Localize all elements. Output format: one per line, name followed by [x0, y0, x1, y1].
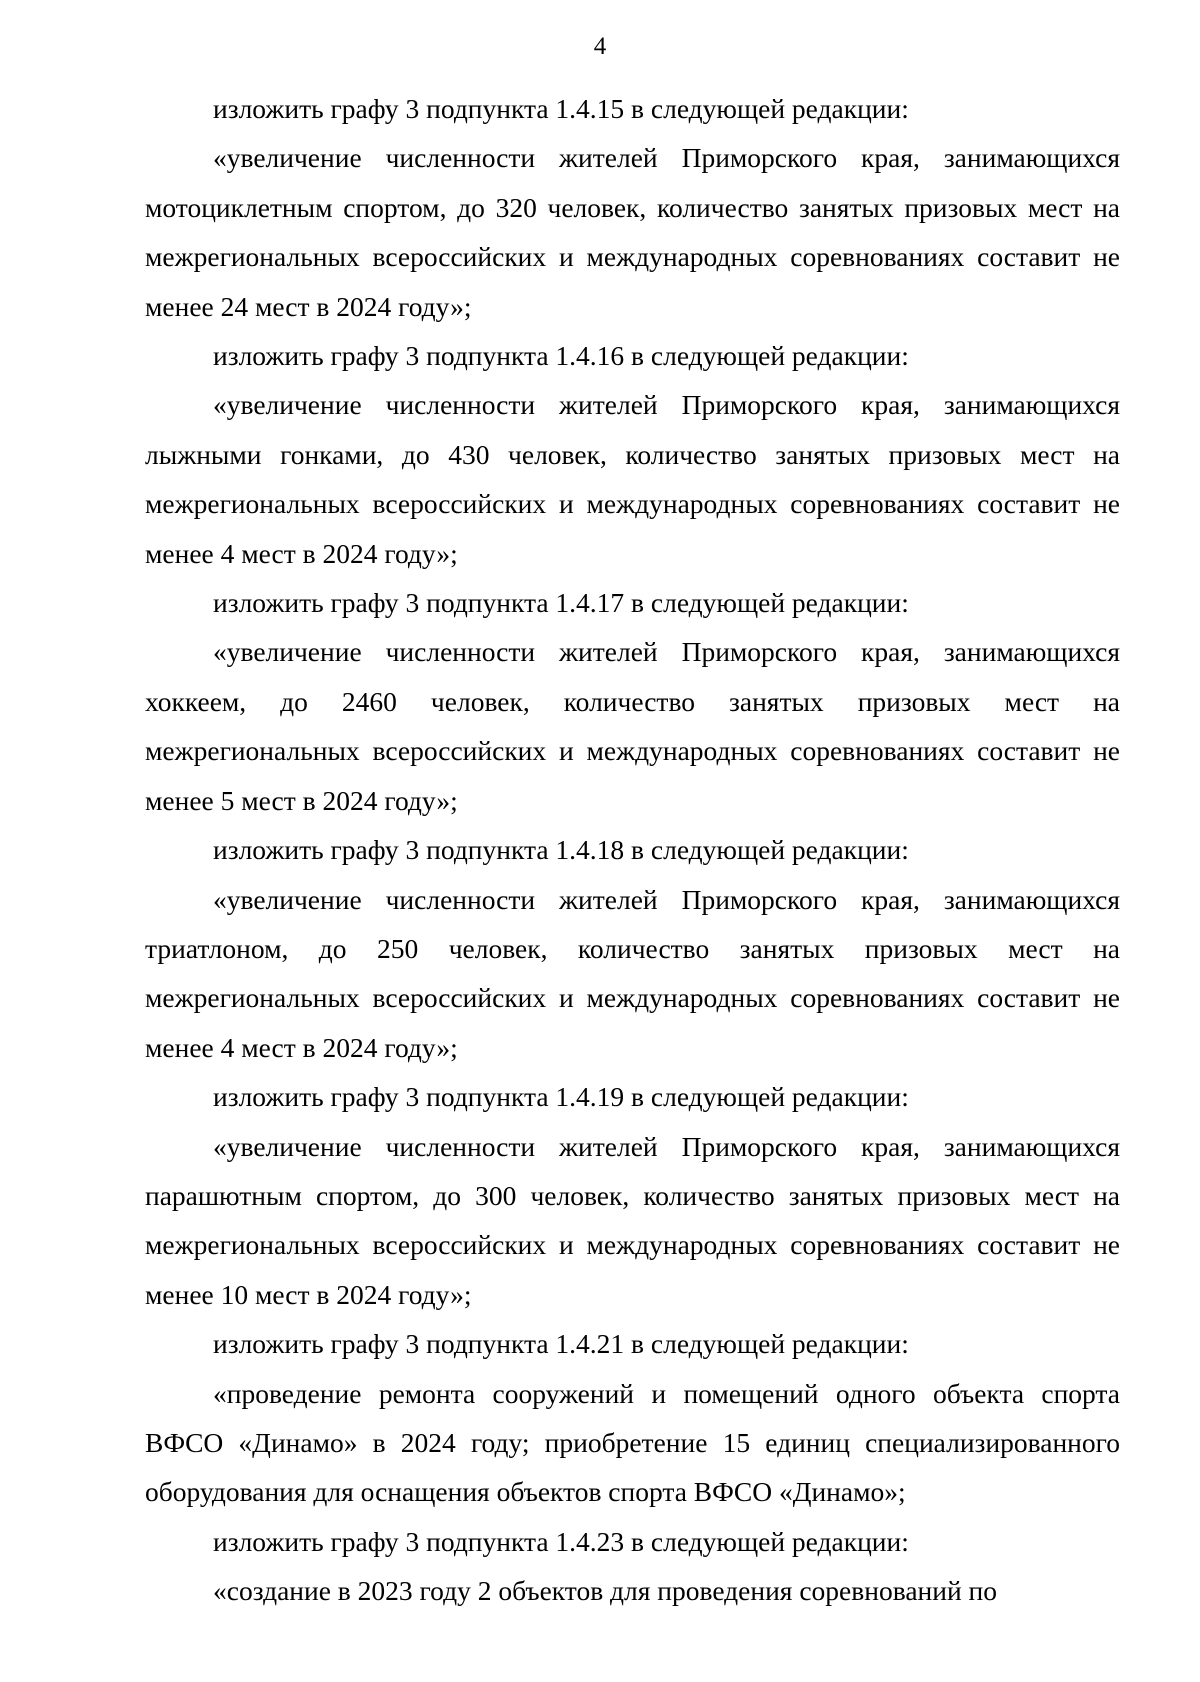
paragraph: изложить графу 3 подпункта 1.4.21 в следующей редакции: — [213, 1328, 909, 1360]
document-body — [145, 84, 1120, 1616]
paragraph: «проведение ремонта сооружений и помещений одного объекта спорта ВФСО «Динамо» в 2024 году; приобретение 15 единиц специализированного оборудования для оснащения объектов спорта ВФСО «Динамо»; — [145, 1377, 1120, 1508]
paragraph: «создание в 2023 году 2 объектов для проведения соревнований по — [213, 1575, 998, 1607]
paragraph: изложить графу 3 подпункта 1.4.16 в следующей редакции: — [213, 340, 909, 372]
page-number: 4 — [593, 33, 607, 60]
paragraph: «увеличение численности жителей Приморского края, занимающихся мотоциклетным спортом, до 320 человек, количество занятых призовых мест на межрегиональных всероссийских и международных соревнованиях составит не менее 24 мест в 2024 году»; — [145, 142, 1120, 322]
paragraph: «увеличение численности жителей Приморского края, занимающихся парашютным спортом, до 300 человек, количество занятых призовых мест на межрегиональных всероссийских и международных соревнованиях составит не менее 10 мест в 2024 году»; — [145, 1130, 1120, 1310]
paragraph: изложить графу 3 подпункта 1.4.17 в следующей редакции: — [213, 587, 909, 619]
paragraph: изложить графу 3 подпункта 1.4.23 в следующей редакции: — [213, 1525, 909, 1557]
paragraph: «увеличение численности жителей Приморского края, занимающихся триатлоном, до 250 человек, количество занятых призовых мест на межрегиональных всероссийских и международных соревнованиях составит не менее 4 мест в 2024 году»; — [145, 883, 1120, 1063]
paragraph: изложить графу 3 подпункта 1.4.18 в следующей редакции: — [213, 834, 909, 866]
paragraph: изложить графу 3 подпункта 1.4.19 в следующей редакции: — [213, 1081, 909, 1113]
paragraph: «увеличение численности жителей Приморского края, занимающихся лыжными гонками, до 430 человек, количество занятых призовых мест на межрегиональных всероссийских и международных соревнованиях составит не менее 4 мест в 2024 году»; — [145, 389, 1120, 569]
paragraph: «увеличение численности жителей Приморского края, занимающихся хоккеем, до 2460 человек, количество занятых призовых мест на межрегиональных всероссийских и международных соревнованиях составит не менее 5 мест в 2024 году»; — [145, 636, 1120, 816]
paragraph: изложить графу 3 подпункта 1.4.15 в следующей редакции: — [213, 93, 909, 124]
